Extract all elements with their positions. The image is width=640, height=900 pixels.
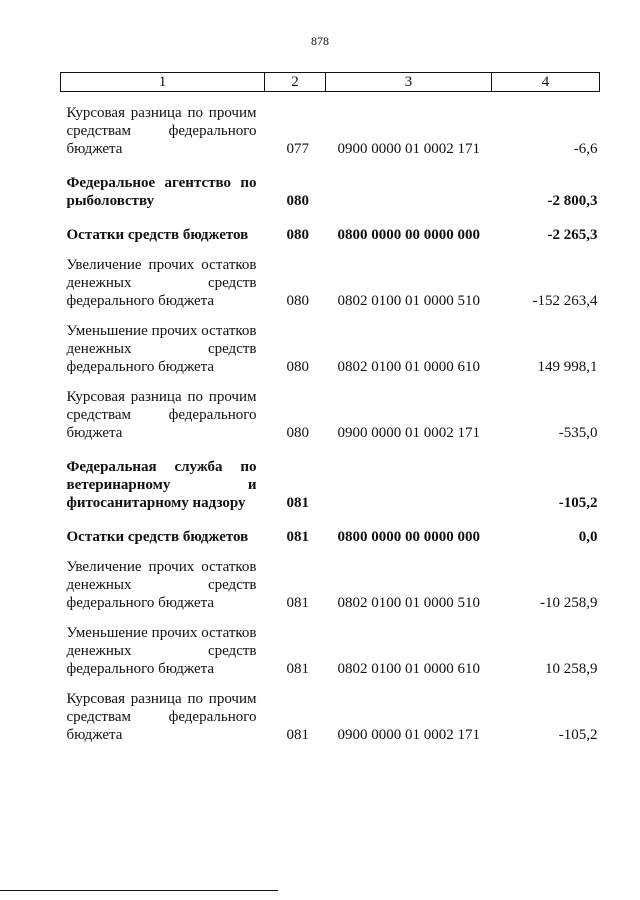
table-row xyxy=(61,512,600,546)
row-admin-code: 081 xyxy=(286,529,309,545)
row-amount: -10 258,9 xyxy=(540,595,598,611)
row-name: Федеральная служба по ветеринарному и фитосанитарному надзору xyxy=(66,459,257,511)
table-row xyxy=(61,158,600,210)
row-amount: 10 258,9 xyxy=(545,661,598,677)
row-budget-code: 0800 0000 00 0000 000 xyxy=(337,529,480,545)
table-row xyxy=(61,442,600,512)
row-amount: -2 800,3 xyxy=(547,193,598,209)
table-header xyxy=(61,73,600,92)
footnote-separator xyxy=(0,890,278,891)
row-budget-code: 0802 0100 01 0000 510 xyxy=(337,595,480,611)
row-admin-code: 080 xyxy=(286,227,309,243)
table-row xyxy=(61,612,600,678)
row-admin-code: 080 xyxy=(286,359,309,375)
row-admin-code: 080 xyxy=(286,425,309,441)
row-budget-code: 0800 0000 00 0000 000 xyxy=(337,227,480,243)
page-number: 878 xyxy=(311,34,329,48)
row-budget-code xyxy=(326,158,492,210)
row-name: Курсовая разница по прочим средствам федерального бюджета xyxy=(66,389,257,441)
table-row xyxy=(61,210,600,244)
table-row xyxy=(61,546,600,612)
row-amount: -6,6 xyxy=(573,141,598,157)
header-col-1: 1 xyxy=(61,73,265,92)
row-admin-code: 081 xyxy=(286,661,309,677)
row-admin-code: 081 xyxy=(286,595,309,611)
row-budget-code xyxy=(326,442,492,512)
budget-table xyxy=(60,72,600,744)
row-name: Федеральное агентство по рыболовству xyxy=(66,175,257,209)
row-name: Уменьшение прочих остатков денежных средств федерального бюджета xyxy=(66,625,257,677)
row-name: Остатки средств бюджетов xyxy=(66,227,249,243)
row-budget-code: 0802 0100 01 0000 510 xyxy=(337,293,480,309)
row-amount: 0,0 xyxy=(578,529,598,545)
row-admin-code: 080 xyxy=(286,293,309,309)
header-col-3: 3 xyxy=(326,73,492,92)
table-row xyxy=(61,376,600,442)
row-name: Остатки средств бюджетов xyxy=(66,529,249,545)
row-admin-code: 080 xyxy=(286,193,309,209)
row-name: Курсовая разница по прочим средствам федерального бюджета xyxy=(66,691,257,743)
row-admin-code: 077 xyxy=(286,141,309,157)
row-budget-code: 0802 0100 01 0000 610 xyxy=(337,661,480,677)
header-col-2: 2 xyxy=(265,73,326,92)
row-name: Курсовая разница по прочим средствам федерального бюджета xyxy=(66,105,257,157)
row-amount: -105,2 xyxy=(558,495,598,511)
row-name: Увеличение прочих остатков денежных средств федерального бюджета xyxy=(66,257,257,309)
row-budget-code: 0900 0000 01 0002 171 xyxy=(337,727,480,743)
header-col-4: 4 xyxy=(492,73,600,92)
row-budget-code: 0900 0000 01 0002 171 xyxy=(337,141,480,157)
table-row xyxy=(61,92,600,159)
table-row xyxy=(61,244,600,310)
row-admin-code: 081 xyxy=(286,727,309,743)
row-amount: -152 263,4 xyxy=(532,293,598,309)
table-body xyxy=(61,92,600,745)
row-amount: 149 998,1 xyxy=(537,359,598,375)
table-row xyxy=(61,678,600,744)
row-name: Увеличение прочих остатков денежных средств федерального бюджета xyxy=(66,559,257,611)
row-amount: -535,0 xyxy=(558,425,598,441)
row-admin-code: 081 xyxy=(286,495,309,511)
row-budget-code: 0802 0100 01 0000 610 xyxy=(337,359,480,375)
row-name: Уменьшение прочих остатков денежных средств федерального бюджета xyxy=(66,323,257,375)
header-row xyxy=(61,73,600,92)
row-amount: -2 265,3 xyxy=(547,227,598,243)
table-row xyxy=(61,310,600,376)
row-budget-code: 0900 0000 01 0002 171 xyxy=(337,425,480,441)
row-amount: -105,2 xyxy=(558,727,598,743)
